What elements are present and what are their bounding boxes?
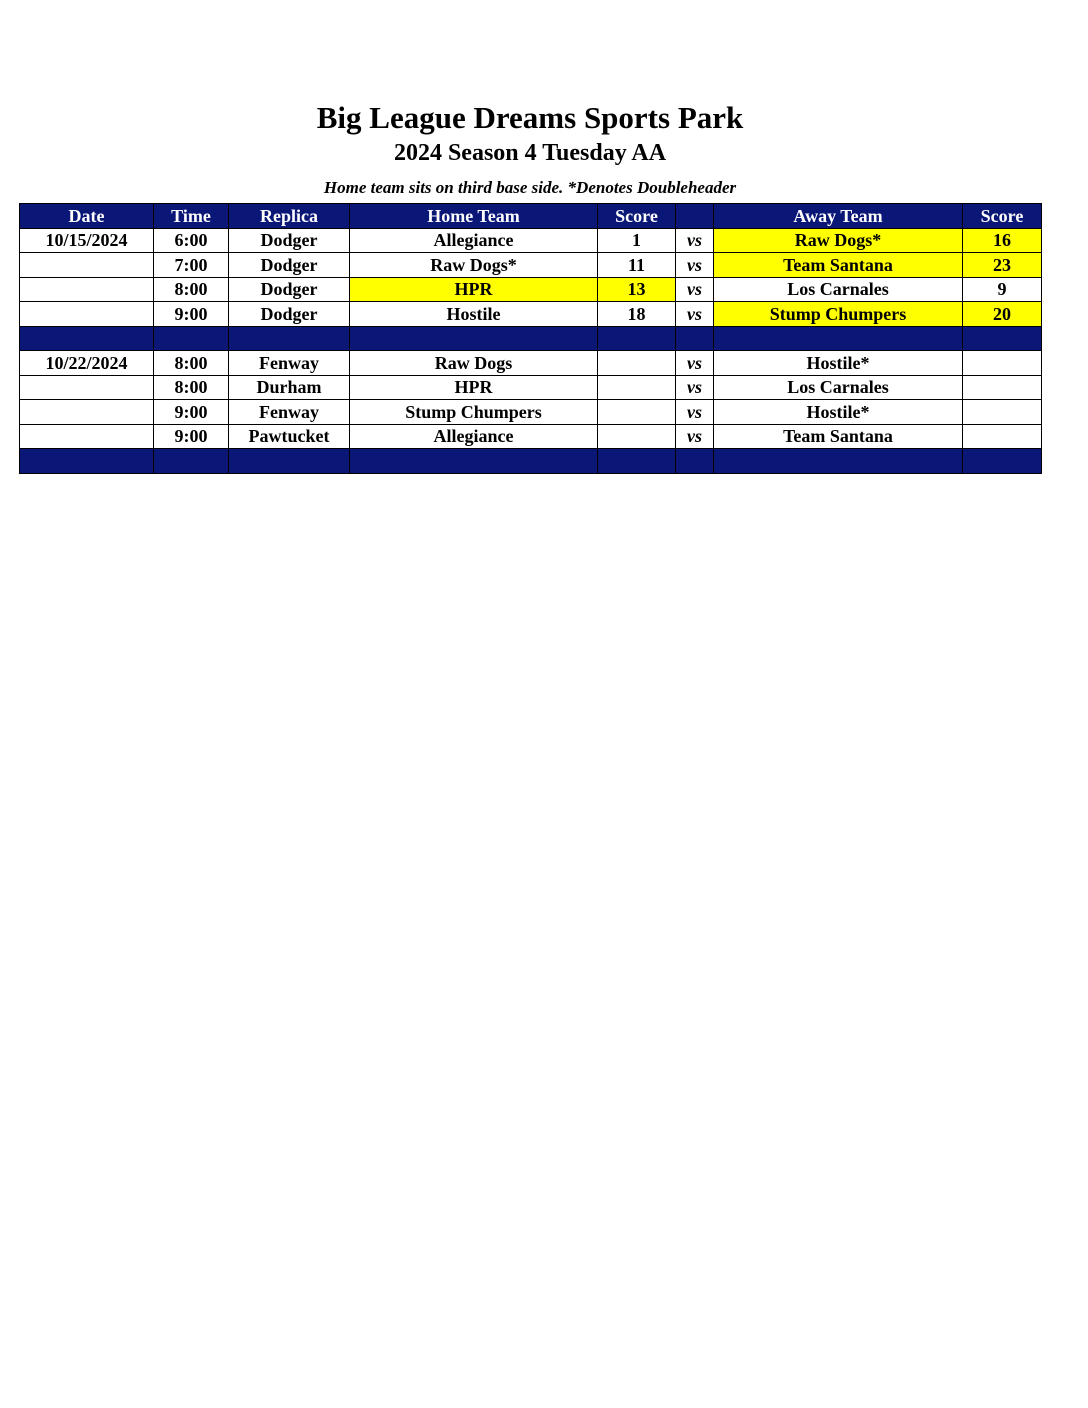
schedule-note: Home team sits on third base side. *Denotes Doubleheader <box>323 178 737 197</box>
home-score-cell <box>598 375 676 400</box>
page-title: Big League Dreams Sports Park <box>316 100 744 135</box>
separator-cell <box>963 326 1042 351</box>
vs-cell: vs <box>676 351 714 376</box>
time-cell: 8:00 <box>154 277 229 302</box>
time-cell: 9:00 <box>154 302 229 327</box>
vs-cell: vs <box>676 228 714 253</box>
col-away-score-header: Score <box>963 204 1042 229</box>
away-score-cell: 23 <box>963 253 1042 278</box>
table-row <box>20 424 1042 449</box>
home-cell: HPR <box>350 277 598 302</box>
home-score-cell: 1 <box>598 228 676 253</box>
away-cell: Stump Chumpers <box>714 302 963 327</box>
separator-cell <box>598 449 676 474</box>
away-score-cell <box>963 424 1042 449</box>
away-cell: Hostile* <box>714 351 963 376</box>
date-cell <box>20 424 154 449</box>
home-cell: Raw Dogs <box>350 351 598 376</box>
col-vs-header <box>676 204 714 229</box>
away-score-cell <box>963 400 1042 425</box>
col-home-score-header: Score <box>598 204 676 229</box>
home-score-cell <box>598 424 676 449</box>
replica-cell: Dodger <box>229 228 350 253</box>
separator-cell <box>350 326 598 351</box>
separator-row <box>20 449 1042 474</box>
table-row <box>20 228 1042 253</box>
away-score-cell: 9 <box>963 277 1042 302</box>
date-cell <box>20 375 154 400</box>
away-score-cell: 16 <box>963 228 1042 253</box>
table-row <box>20 253 1042 278</box>
vs-cell: vs <box>676 400 714 425</box>
table-header-row <box>20 204 1042 229</box>
separator-cell <box>229 326 350 351</box>
replica-cell: Pawtucket <box>229 424 350 449</box>
home-cell: Allegiance <box>350 424 598 449</box>
home-score-cell: 13 <box>598 277 676 302</box>
home-score-cell <box>598 400 676 425</box>
replica-cell: Fenway <box>229 351 350 376</box>
away-cell: Team Santana <box>714 253 963 278</box>
time-cell: 9:00 <box>154 424 229 449</box>
time-cell: 7:00 <box>154 253 229 278</box>
replica-cell: Durham <box>229 375 350 400</box>
col-date-header: Date <box>20 204 154 229</box>
schedule-body <box>20 228 1042 473</box>
away-cell: Raw Dogs* <box>714 228 963 253</box>
home-score-cell: 11 <box>598 253 676 278</box>
table-row <box>20 375 1042 400</box>
time-cell: 8:00 <box>154 375 229 400</box>
date-cell <box>20 400 154 425</box>
col-away-team-header: Away Team <box>714 204 963 229</box>
away-cell: Team Santana <box>714 424 963 449</box>
col-replica-header: Replica <box>229 204 350 229</box>
replica-cell: Fenway <box>229 400 350 425</box>
separator-cell <box>676 449 714 474</box>
separator-cell <box>154 449 229 474</box>
replica-cell: Dodger <box>229 253 350 278</box>
date-cell <box>20 302 154 327</box>
home-cell: Raw Dogs* <box>350 253 598 278</box>
home-cell: Hostile <box>350 302 598 327</box>
away-score-cell <box>963 351 1042 376</box>
vs-cell: vs <box>676 253 714 278</box>
separator-cell <box>714 449 963 474</box>
vs-cell: vs <box>676 375 714 400</box>
replica-cell: Dodger <box>229 277 350 302</box>
separator-row <box>20 326 1042 351</box>
time-cell: 8:00 <box>154 351 229 376</box>
separator-cell <box>963 449 1042 474</box>
table-row <box>20 277 1042 302</box>
col-time-header: Time <box>154 204 229 229</box>
separator-cell <box>20 449 154 474</box>
separator-cell <box>20 326 154 351</box>
away-cell: Hostile* <box>714 400 963 425</box>
separator-cell <box>714 326 963 351</box>
away-score-cell <box>963 375 1042 400</box>
separator-cell <box>676 326 714 351</box>
table-row <box>20 400 1042 425</box>
vs-cell: vs <box>676 277 714 302</box>
home-cell: Stump Chumpers <box>350 400 598 425</box>
away-score-cell: 20 <box>963 302 1042 327</box>
vs-cell: vs <box>676 302 714 327</box>
table-row <box>20 351 1042 376</box>
home-cell: HPR <box>350 375 598 400</box>
replica-cell: Dodger <box>229 302 350 327</box>
table-row <box>20 302 1042 327</box>
separator-cell <box>350 449 598 474</box>
vs-cell: vs <box>676 424 714 449</box>
separator-cell <box>154 326 229 351</box>
home-score-cell <box>598 351 676 376</box>
time-cell: 6:00 <box>154 228 229 253</box>
schedule-table <box>19 203 1042 474</box>
date-cell: 10/22/2024 <box>20 351 154 376</box>
date-cell: 10/15/2024 <box>20 228 154 253</box>
home-cell: Allegiance <box>350 228 598 253</box>
date-cell <box>20 277 154 302</box>
col-home-team-header: Home Team <box>350 204 598 229</box>
home-score-cell: 18 <box>598 302 676 327</box>
separator-cell <box>229 449 350 474</box>
time-cell: 9:00 <box>154 400 229 425</box>
date-cell <box>20 253 154 278</box>
separator-cell <box>598 326 676 351</box>
away-cell: Los Carnales <box>714 277 963 302</box>
page-subtitle: 2024 Season 4 Tuesday AA <box>393 140 667 166</box>
away-cell: Los Carnales <box>714 375 963 400</box>
